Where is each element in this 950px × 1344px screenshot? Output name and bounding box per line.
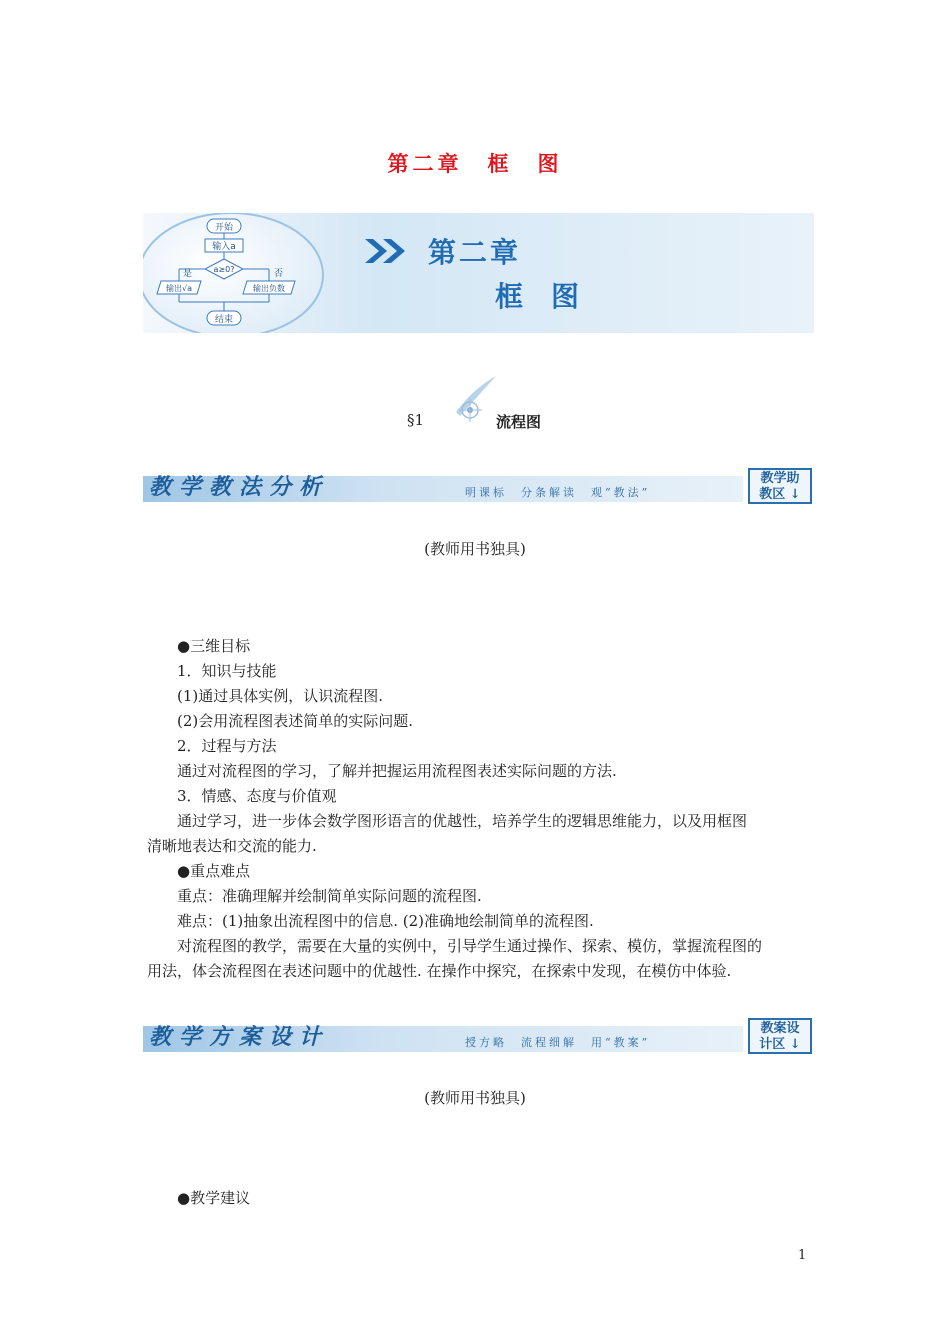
section-ornament-icon	[452, 374, 500, 424]
teaching-text-line2: 用法，体会流程图在表述问题中的优越性. 在操作中探究，在探索中发现，在模仿中体验.	[147, 962, 732, 980]
flow-start-label: 开始	[214, 223, 234, 233]
knowledge-heading: 1．知识与技能	[177, 662, 277, 680]
flow-condition-label: a≥0?	[213, 265, 235, 274]
bar-title: 教学教法分析	[149, 474, 330, 500]
banner-graphic	[143, 213, 814, 333]
attitude-text-line2: 清晰地表达和交流的能力.	[147, 837, 317, 855]
page-title: 第二章 框 图	[387, 151, 563, 176]
key-point: 重点：准确理解并绘制简单实际问题的流程图.	[177, 887, 482, 905]
flow-no-label: 否	[274, 269, 284, 279]
flow-output-no-label: 输出负数	[253, 284, 285, 293]
box-line1: 教案设	[760, 1021, 800, 1036]
page-number: 1	[798, 1248, 807, 1263]
section-name: 流程图	[496, 413, 542, 431]
suggestion-heading: ●教学建议	[177, 1189, 251, 1207]
knowledge-item-1: (1)通过具体实例，认识流程图.	[177, 687, 384, 705]
difficulty: 难点：(1)抽象出流程图中的信息. (2)准确地绘制简单的流程图.	[177, 912, 594, 930]
process-text: 通过对流程图的学习，了解并把握运用流程图表述实际问题的方法.	[177, 762, 617, 780]
box-line2: 教区 ↓	[759, 487, 801, 502]
attitude-heading: 3．情感、态度与价值观	[177, 787, 337, 805]
bar-subtitle: 明课标 分条解读 观“教法”	[465, 486, 651, 499]
process-heading: 2．过程与方法	[177, 737, 277, 755]
box-line2: 计区 ↓	[759, 1037, 801, 1052]
box-line1: 教学助	[760, 471, 800, 486]
knowledge-item-2: (2)会用流程图表述简单的实际问题.	[177, 712, 414, 730]
flow-output-yes-label: 输出√a	[166, 284, 192, 293]
teaching-analysis-bar	[143, 468, 814, 506]
banner-title: 框 图	[495, 280, 580, 313]
lesson-plan-area-button[interactable]	[748, 1018, 812, 1054]
key-points-heading: ●重点难点	[177, 862, 251, 880]
bar-title: 教学方案设计	[149, 1024, 330, 1050]
teaching-plan-bar	[143, 1018, 814, 1056]
teaching-aid-area-button[interactable]	[748, 468, 812, 504]
bar-subtitle: 授方略 流程细解 用“教案”	[465, 1036, 651, 1049]
double-chevron-icon	[365, 239, 405, 263]
attitude-text-line1: 通过学习，进一步体会数学图形语言的优越性，培养学生的逻辑思维能力，以及用框图	[177, 812, 748, 830]
flow-yes-label: 是	[183, 269, 193, 279]
chapter-banner	[143, 213, 814, 333]
teacher-book-note: (教师用书独具)	[424, 540, 526, 558]
banner-chapter: 第二章	[428, 236, 522, 269]
flow-input-label: 输入a	[212, 242, 236, 252]
flow-end-label: 结束	[214, 315, 234, 325]
teacher-book-note: (教师用书独具)	[424, 1089, 526, 1107]
content-body	[147, 634, 811, 994]
teaching-text-line1: 对流程图的教学，需要在大量的实例中，引导学生通过操作、探索、模仿，掌握流程图的	[177, 937, 763, 955]
goals-heading: ●三维目标	[177, 637, 251, 655]
section-number: §1	[407, 411, 425, 429]
